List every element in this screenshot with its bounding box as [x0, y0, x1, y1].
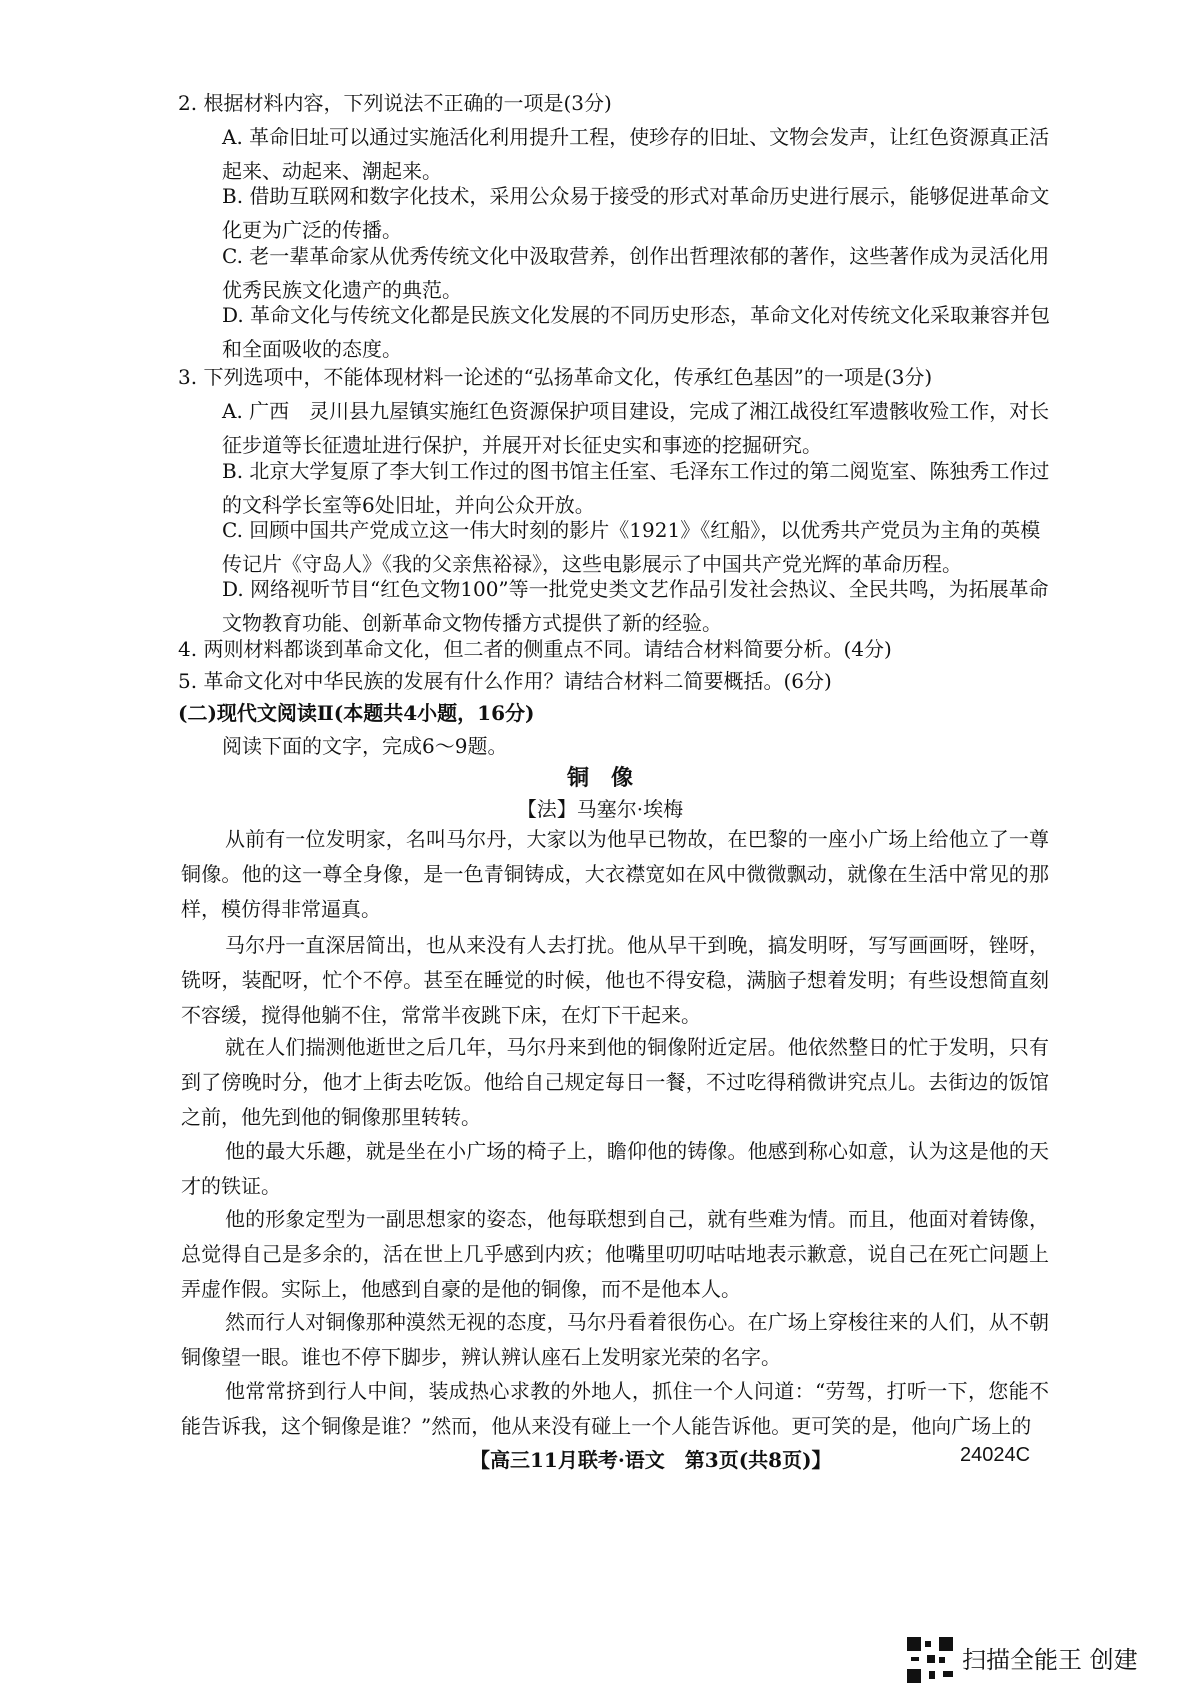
question-3-option-b: B. 北京大学复原了李大钊工作过的图书馆主任室、毛泽东工作过的第二阅览室、陈独秀工作过的文科学长室等6处旧址，并向公众开放。 — [222, 459, 1050, 517]
question-2-option-a: A. 革命旧址可以通过实施活化利用提升工程，使珍存的旧址、文物会发声，让红色资源真正活起来、动起来、潮起来。 — [222, 125, 1050, 183]
question-2-option-c: C. 老一辈革命家从优秀传统文化中汲取营养，创作出哲理浓郁的著作，这些著作成为灵活化用优秀民族文化遗产的典范。 — [222, 244, 1050, 302]
page-footer-label: 【高三11月联考·语文 第3页(共8页)】 — [470, 1448, 832, 1472]
story-paragraph: 他的最大乐趣，就是坐在小广场的椅子上，瞻仰他的铸像。他感到称心如意，认为这是他的天才的铁证。 — [181, 1139, 1049, 1198]
story-paragraph: 马尔丹一直深居简出，也从来没有人去打扰。他从早干到晚，搞发明呀，写写画画呀，锉呀，铣呀，装配呀，忙个不停。甚至在睡觉的时候，他也不得安稳，满脑子想着发明；有些设想简直刻不容缓，搅得他躺不住，常常半夜跳下床，在灯下干起来。 — [181, 933, 1049, 1027]
story-author: 【法】马塞尔·埃梅 — [516, 797, 684, 821]
story-paragraph: 就在人们揣测他逝世之后几年，马尔丹来到他的铜像附近定居。他依然整日的忙于发明，只有到了傍晚时分，他才上街去吃饭。他给自己规定每日一餐，不过吃得稍微讲究点儿。去街边的饭馆之前，他先到他的铜像那里转转。 — [181, 1035, 1049, 1129]
section-instruction: 阅读下面的文字，完成6～9题。 — [222, 734, 508, 758]
scanner-watermark-text: 扫描全能王 创建 — [962, 1646, 1138, 1674]
story-paragraph: 从前有一位发明家，名叫马尔丹，大家以为他早已物故，在巴黎的一座小广场上给他立了一尊铜像。他的这一尊全身像，是一色青铜铸成，大衣襟宽如在风中微微飘动，就像在生活中常见的那样，模仿得非常逼真。 — [181, 827, 1049, 921]
question-3-option-a: A. 广西 灵川县九屋镇实施红色资源保护项目建设，完成了湘江战役红军遗骸收殓工作，对长征步道等长征遗址进行保护，并展开对长征史实和事迹的挖掘研究。 — [222, 399, 1050, 457]
question-3-option-d: D. 网络视听节目“红色文物100”等一批党史类文艺作品引发社会热议、全民共鸣，为拓展革命文物教育功能、创新革命文物传播方式提供了新的经验。 — [222, 577, 1049, 635]
section-heading: (二)现代文阅读Ⅱ(本题共4小题，16分) — [178, 701, 535, 725]
question-2-stem: 2. 根据材料内容，下列说法不正确的一项是(3分) — [178, 91, 612, 115]
question-2-option-b: B. 借助互联网和数字化技术，采用公众易于接受的形式对革命历史进行展示，能够促进革命文化更为广泛的传播。 — [222, 184, 1050, 242]
question-3-option-c: C. 回顾中国共产党成立这一伟大时刻的影片《1921》《红船》，以优秀共产党员为主角的英模传记片《守岛人》《我的父亲焦裕禄》，这些电影展示了中国共产党光辉的革命历程。 — [222, 518, 1041, 576]
question-2-option-d: D. 革命文化与传统文化都是民族文化发展的不同历史形态，革命文化对传统文化采取兼容并包和全面吸收的态度。 — [222, 303, 1051, 361]
page-footer-code: 24024C — [960, 1444, 1031, 1466]
qr-code-icon — [907, 1637, 953, 1683]
question-3-stem: 3. 下列选项中，不能体现材料一论述的“弘扬革命文化，传承红色基因”的一项是(3分) — [178, 365, 933, 389]
question-4: 4. 两则材料都谈到革命文化，但二者的侧重点不同。请结合材料简要分析。(4分) — [178, 637, 892, 661]
question-5: 5. 革命文化对中华民族的发展有什么作用？请结合材料二简要概括。(6分) — [178, 669, 832, 693]
story-paragraph: 他常常挤到行人中间，装成热心求教的外地人，抓住一个人问道：“劳驾，打听一下，您能不能告诉我，这个铜像是谁？”然而，他从来没有碰上一个人能告诉他。更可笑的是，他向广场上的 — [181, 1379, 1049, 1438]
story-title: 铜 像 — [566, 765, 633, 791]
story-paragraph: 他的形象定型为一副思想家的姿态，他每联想到自己，就有些难为情。而且，他面对着铸像，总觉得自己是多余的，活在世上几乎感到内疚；他嘴里叨叨咕咕地表示歉意，说自己在死亡问题上弄虚作假。实际上，他感到自豪的是他的铜像，而不是他本人。 — [181, 1207, 1049, 1301]
story-paragraph: 然而行人对铜像那种漠然无视的态度，马尔丹看着很伤心。在广场上穿梭往来的人们，从不朝铜像望一眼。谁也不停下脚步，辨认辨认座石上发明家光荣的名字。 — [181, 1310, 1049, 1369]
